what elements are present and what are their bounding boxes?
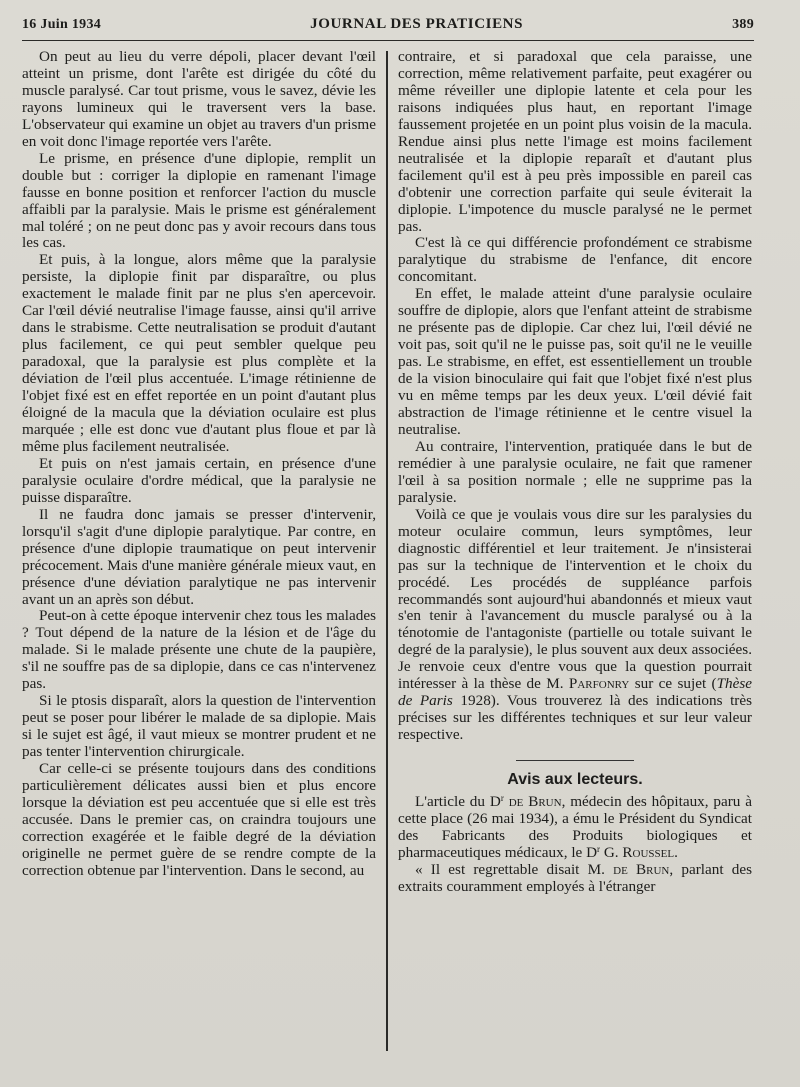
paragraph [398, 794, 752, 862]
left-column [22, 49, 386, 1051]
paragraph: Il ne faudra donc jamais se presser d'intervenir, lorsqu'il s'agit d'une diplopie paralytique. Par contre, en présence d'une diplopie traumatique on peut intervenir précocement. Mais d'une manière générale mieux vaut, en présence d'une déviation paralytique ne pas intervenir avant un an après son début. [22, 505, 376, 608]
right-column [388, 49, 752, 1051]
text-run: sur ce sujet ( [634, 675, 717, 693]
text-run: , parlant des extraits couramment employés à l'étranger [398, 860, 752, 895]
paragraph [398, 862, 752, 896]
citation-title: Thèse de Paris [398, 675, 753, 710]
author-name: Roussel [622, 843, 675, 861]
paragraph: Au contraire, l'intervention, pratiquée dans le but de remédier à une paralysie oculaire, ne fait que ramener l'œil à sa position normale ; elle ne supprime pas la paralysie. [398, 437, 752, 506]
notice-heading: Avis aux lecteurs. [507, 771, 643, 789]
header-rule [22, 40, 754, 41]
text-run: « Il est regrettable disait M. [415, 860, 605, 878]
paragraph: Et puis on n'est jamais certain, en présence d'une paralysie oculaire d'ordre médical, que la paralysie ne puisse disparaître. [22, 454, 376, 506]
text-run: 1928). Vous trouverez là des indications très précises sur les différentes techniques et sur leur valeur respective. [398, 692, 753, 744]
paragraph: Le prisme, en présence d'une diplopie, remplit un double but : corriger la diplopie en ramenant l'image fausse en bonne position et renforcer l'action du muscle affaibli par la paralysie. Mais le prisme est généralement mal toléré ; on ne peut donc pas y avoir recours dans tous les cas. [22, 149, 376, 252]
article-columns [22, 49, 754, 1051]
paragraph: En effet, le malade atteint d'une paralysie oculaire souffre de diplopie, alors que l'enfant atteint de strabisme ne présente pas de diplopie. Car chez lui, l'œil dévié ne voit pas, soit qu'il ne le puisse pas, soit qu'il ne le veuille pas. Le strabisme, en effet, est essentiellement un trouble de la vision binoculaire qui fait que l'objet fixé n'est plus vu en même temps par les deux yeux. L'œil dévié fait abstraction de l'image rétinienne et le centre visuel la neutralise. [398, 285, 752, 438]
paragraph [398, 507, 752, 744]
superscript: r [500, 793, 504, 804]
running-head [22, 16, 754, 38]
text-run: G. [600, 843, 619, 861]
author-name: Parfonry [568, 675, 630, 693]
text-run: . [674, 843, 678, 861]
page-number: 389 [732, 17, 754, 32]
author-name: de Brun [508, 793, 562, 811]
paragraph: Si le ptosis disparaît, alors la question de l'intervention peut se poser pour libérer le malade de sa diplopie. Mais si le sujet est âgé, il vaut mieux se montrer prudent et ne pas tenter l'intervention chirurgicale. [22, 692, 376, 761]
paragraph: contraire, et si paradoxal que cela paraisse, une correction, même relativement parfaite, peut exagérer ou même réveiller une diplopie latente et cela pour les raisons indiquées plus haut, en reportant l'image faussement projetée en un point plus voisin de la macula. Rendue ainsi plus nette l'image est moins facilement neutralisée et la diplopie reparaît et d'autant plus facilement qu'il est à peu près impossible en pareil cas d'obtenir une correction parfaite qui seule éviterait la diplopie. L'impotence du muscle paralysé ne le permet pas. [398, 48, 752, 235]
journal-title: JOURNAL DES PRATICIENS [310, 16, 524, 32]
section-separator [516, 760, 634, 761]
text-run: , médecin des hôpitaux, paru à cette place (26 mai 1934), a ému le Président du Syndicat des Fabricants des Produits biologiques et pharmaceutiques médicaux, le D [398, 793, 752, 861]
paragraph: Car celle-ci se présente toujours dans des conditions particulièrement délicates aussi bien et plus encore lorsque la déviation est peu accentuée que si elle est très accusée. Dans le premier cas, on craindra toujours une correction exagérée et le faible degré de la déviation originelle ne permet guère de se rendre compte de la correction obtenue par l'intervention. Dans le second, au [22, 760, 376, 879]
paragraph: C'est là ce qui différencie profondément ce strabisme paralytique du strabisme de l'enfance, dit encore concomitant. [398, 234, 752, 286]
issue-date: 16 Juin 1934 [22, 17, 102, 32]
text-run: L'article du D [415, 793, 501, 811]
superscript: r [597, 843, 601, 854]
paragraph: Et puis, à la longue, alors même que la paralysie persiste, la diplopie finit par disparaître, ou plus exactement le malade finit par ne plus s'en apercevoir. Car l'œil dévié neutralise l'image fausse, ainsi qu'il arrive dans le strabisme. Cette neutralisation se produit d'autant plus facilement, ce qui peut sembler quelque peu paradoxal, que la paralysie est plus complète et la déviation de l'œil plus accentuée. L'image rétinienne de l'objet fixé est en effet reportée en un point d'autant plus éloigné de la macula que la déviation oculaire est plus marquée ; elle est donc vue d'autant plus floue et par là même plus facilement neutralisée. [22, 251, 376, 455]
paragraph: On peut au lieu du verre dépoli, placer devant l'œil atteint un prisme, dont l'arête est dirigée du côté du muscle paralysé. Car tout prisme, vous le savez, dévie les rayons lumineux qui le traversent vers la base. L'observateur qui examine un objet au travers d'un prisme en voit donc l'image reportée vers l'arête. [22, 48, 376, 150]
text-run: Voilà ce que je voulais vous dire sur les paralysies du moteur oculaire commun, leurs symptômes, leur diagnostic différentiel et leur traitement. Je n'insisterai pas sur la technique de l'intervention et le choix du procédé. Les procédés de suppléance parfois recommandés sont aujourd'hui abandonnés et mieux vaut s'en tenir à l'avancement du muscle paralysé ou à la ténotomie de l'antagoniste (partielle ou totale suivant le degré de la paralysie), le plus souvent aux deux associées. Je renvoie ceux d'entre vous que la question pourrait intéresser à la thèse de M. [398, 505, 752, 693]
author-name: de Brun [613, 860, 670, 878]
paragraph: Peut-on à cette époque intervenir chez tous les malades ? Tout dépend de la nature de la lésion et de l'âge du malade. Si le malade présente une chute de la paupière, s'il ne souffre pas de sa diplopie, dans ce cas n'intervenez pas. [22, 607, 376, 693]
